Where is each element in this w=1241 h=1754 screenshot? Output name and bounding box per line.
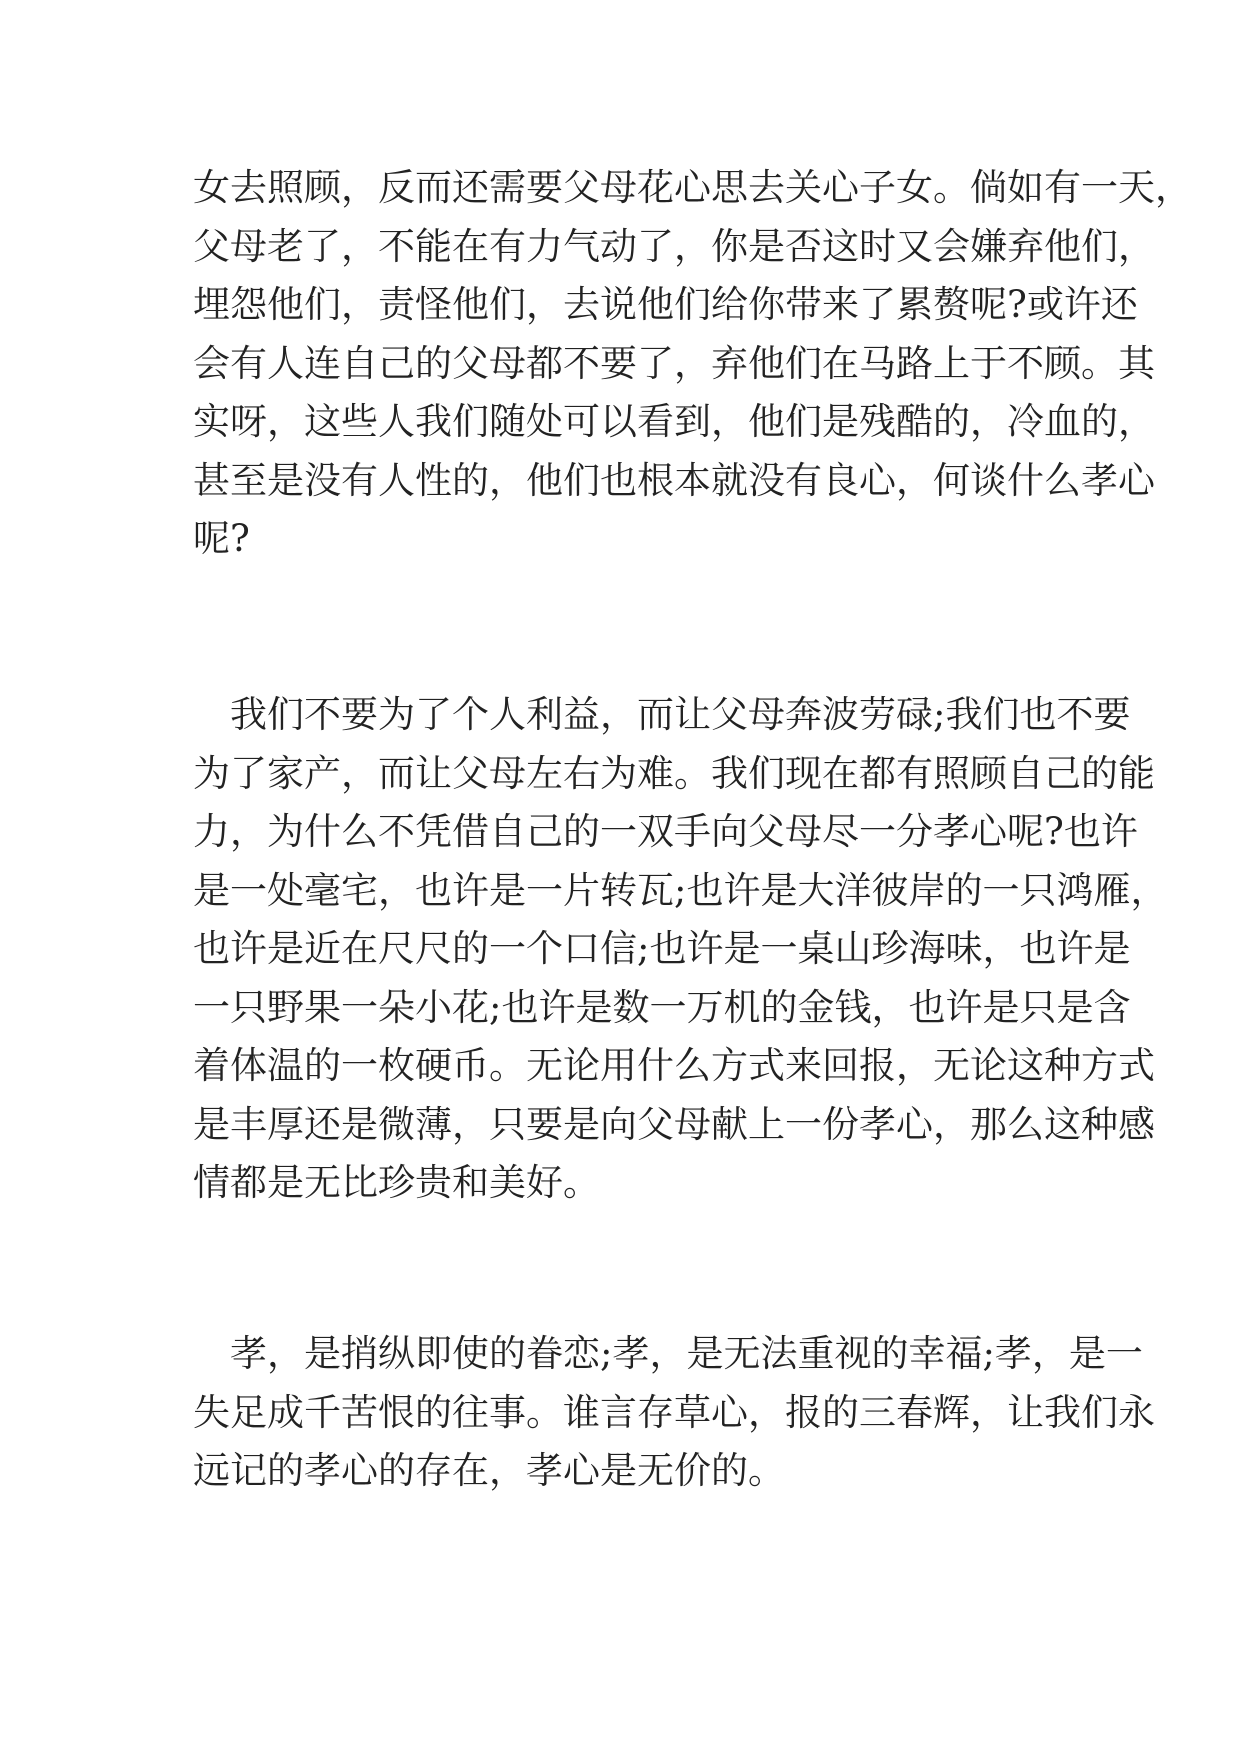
paragraph-line: 甚至是没有人性的，他们也根本就没有良心，何谈什么孝心 <box>193 458 1155 502</box>
paragraph-line: 情都是无比珍贵和美好。 <box>193 1161 600 1204</box>
paragraph-line: 埋怨他们，责怪他们，去说他们给你带来了累赘呢?或许还 <box>193 283 1138 326</box>
paragraph-line: 实呀，这些人我们随处可以看到，他们是残酷的，冷血的， <box>193 400 1155 443</box>
paragraph-line: 也许是近在尺尺的一个口信;也许是一桌山珍海味，也许是 <box>193 927 1131 970</box>
paragraph-line: 是丰厚还是微薄，只要是向父母献上一份孝心，那么这种感 <box>193 1102 1155 1146</box>
paragraph-line: 会有人连自己的父母都不要了，弃他们在马路上于不顾。其 <box>193 341 1155 385</box>
paragraph-1 <box>193 159 1192 569</box>
paragraph-line: 为了家产，而让父母左右为难。我们现在都有照顾自己的能 <box>193 751 1155 795</box>
paragraph-line: 是一处毫宅，也许是一片转瓦;也许是大洋彼岸的一只鸿雁， <box>193 868 1168 912</box>
paragraph-line: 呢? <box>193 517 250 560</box>
paragraph-line: 远记的孝心的存在，孝心是无价的。 <box>193 1449 785 1492</box>
paragraph-line: 失足成千苦恨的往事。谁言存草心，报的三春辉，让我们永 <box>193 1390 1155 1434</box>
paragraph-line: 父母老了，不能在有力气动了，你是否这时又会嫌弃他们， <box>193 224 1155 268</box>
paragraph-line: 力，为什么不凭借自己的一双手向父母尽一分孝心呢?也许 <box>193 810 1138 853</box>
paragraph-3 <box>193 1325 1155 1501</box>
paragraph-line: 一只野果一朵小花;也许是数一万机的金钱，也许是只是含 <box>193 985 1131 1029</box>
paragraph-line: 我们不要为了个人利益，而让父母奔波劳碌;我们也不要 <box>193 693 1131 736</box>
paragraph-2 <box>193 686 1168 1213</box>
paragraph-line: 孝，是捎纵即使的眷恋;孝，是无法重视的幸福;孝，是一 <box>193 1332 1143 1375</box>
paragraph-line: 女去照顾，反而还需要父母花心思去关心子女。倘如有一天， <box>193 166 1192 209</box>
paragraph-line: 着体温的一枚硬币。无论用什么方式来回报，无论这种方式 <box>193 1044 1155 1087</box>
